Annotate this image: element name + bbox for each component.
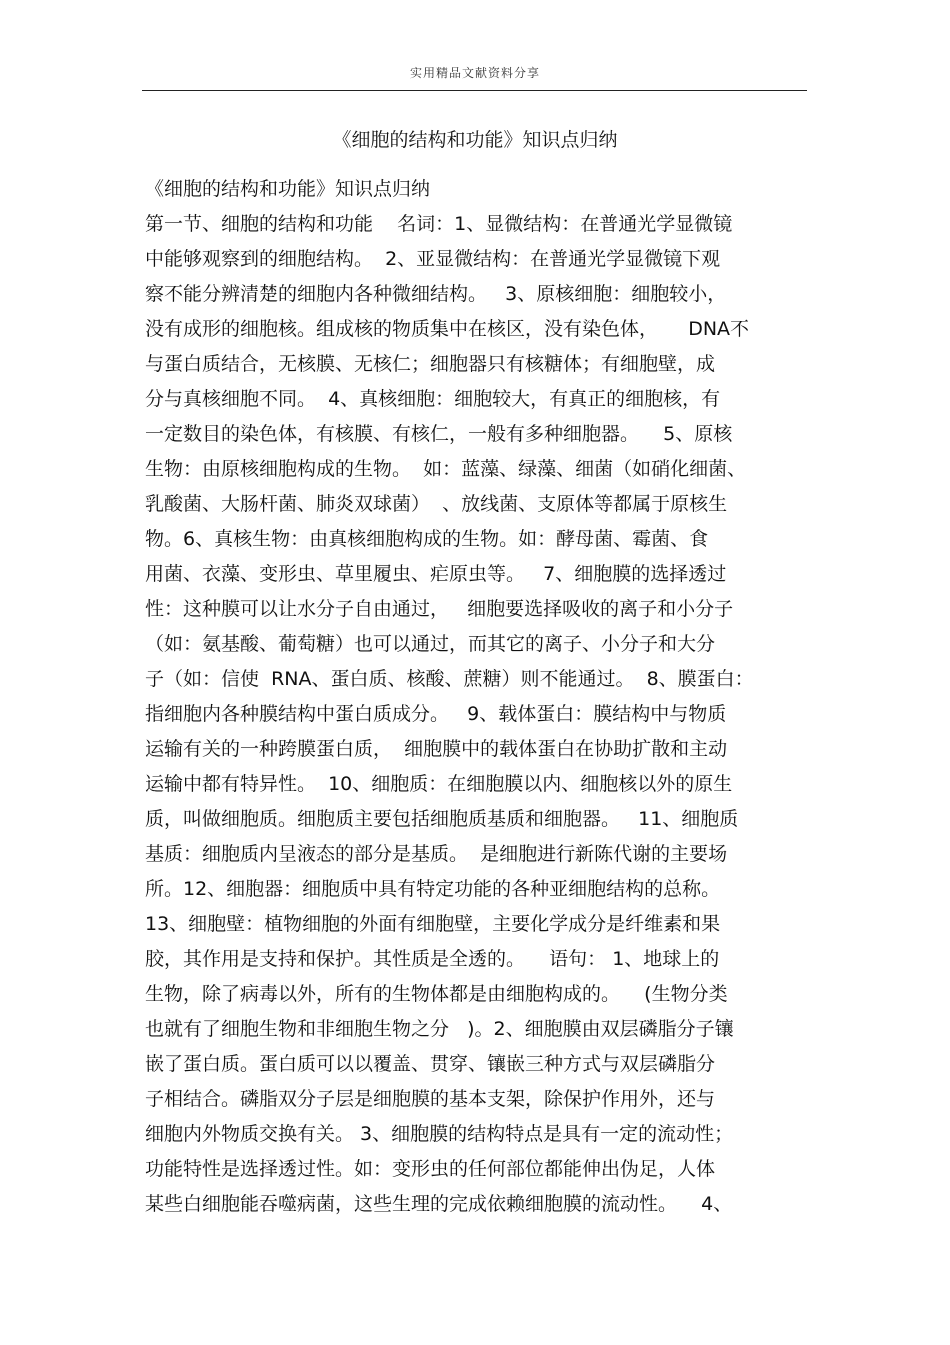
body-text-line: 第一节、细胞的结构和功能 名词：1、显微结构：在普通光学显微镜 [145, 213, 733, 235]
body-text-line: 性：这种膜可以让水分子自由通过， 细胞要选择吸收的离子和小分子 [145, 598, 734, 620]
body-text-line: 察不能分辨清楚的细胞内各种微细结构。 3、原核细胞：细胞较小， [145, 283, 727, 305]
body-text-line: 运输有关的一种跨膜蛋白质， 细胞膜中的载体蛋白在协助扩散和主动 [145, 738, 728, 760]
document-body [145, 172, 815, 1222]
body-text-line: 运输中都有特异性。 10、细胞质：在细胞膜以内、细胞核以外的原生 [145, 773, 733, 795]
body-text-line: 分与真核细胞不同。 4、真核细胞：细胞较大，有真正的细胞核，有 [145, 388, 721, 410]
body-text-line: 功能特性是选择透过性。如：变形虫的任何部位都能伸出伪足，人体 [145, 1158, 716, 1180]
body-text-line: 与蛋白质结合，无核膜、无核仁；细胞器只有核糖体；有细胞壁，成 [145, 353, 716, 375]
body-text-line: 嵌了蛋白质。蛋白质可以以覆盖、贯穿、镶嵌三种方式与双层磷脂分 [145, 1053, 716, 1075]
body-text-line: 某些白细胞能吞噬病菌，这些生理的完成依赖细胞膜的流动性。 4、 [145, 1193, 733, 1215]
body-text-line: 中能够观察到的细胞结构。 2、亚显微结构：在普通光学显微镜下观 [145, 248, 721, 270]
body-text-line: 基质：细胞质内呈液态的部分是基质。 是细胞进行新陈代谢的主要场 [145, 843, 728, 865]
body-text-line: 没有成形的细胞核。组成核的物质集中在核区，没有染色体， DNA不 [145, 318, 750, 340]
page-header: 实用精品文献资料分享 [409, 66, 540, 80]
body-text-line: 用菌、衣藻、变形虫、草里履虫、疟原虫等。 7、细胞膜的选择透过 [145, 563, 727, 585]
body-text-line: （如：氨基酸、葡萄糖）也可以通过，而其它的离子、小分子和大分 [145, 633, 716, 655]
header-divider [142, 90, 807, 91]
body-text-line: 一定数目的染色体，有核膜、有核仁，一般有多种细胞器。 5、原核 [145, 423, 733, 445]
body-text-line: 生物，除了病毒以外，所有的生物体都是由细胞构成的。 (生物分类 [145, 983, 728, 1005]
body-text-line: 胶，其作用是支持和保护。其性质是全透的。 语句： 1、地球上的 [145, 948, 720, 970]
body-text-line: 也就有了细胞生物和非细胞生物之分 )。2、细胞膜由双层磷脂分子镶 [145, 1018, 734, 1040]
body-text-line: 质，叫做细胞质。细胞质主要包括细胞质基质和细胞器。 11、细胞质 [145, 808, 739, 830]
body-text-line: 子相结合。磷脂双分子层是细胞膜的基本支架，除保护作用外，还与 [145, 1088, 716, 1110]
body-text-line: 细胞内外物质交换有关。 3、细胞膜的结构特点是具有一定的流动性； [145, 1123, 734, 1145]
body-text-line: 所。12、细胞器：细胞质中具有特定功能的各种亚细胞结构的总称。 [145, 878, 721, 900]
body-text-line: 乳酸菌、大肠杆菌、肺炎双球菌） 、放线菌、支原体等都属于原核生 [145, 493, 728, 515]
body-text-line: 《细胞的结构和功能》知识点归纳 [145, 178, 431, 200]
body-text-line: 生物：由原核细胞构成的生物。 如：蓝藻、绿藻、细菌（如硝化细菌、 [145, 458, 747, 480]
body-text-line: 13、细胞壁：植物细胞的外面有细胞壁，主要化学成分是纤维素和果 [145, 913, 721, 935]
document-title: 《细胞的结构和功能》知识点归纳 [332, 129, 618, 151]
body-text-line: 指细胞内各种膜结构中蛋白质成分。 9、载体蛋白：膜结构中与物质 [145, 703, 727, 725]
body-text-line: 物。6、真核生物：由真核细胞构成的生物。如：酵母菌、霉菌、食 [145, 528, 709, 550]
body-text-line: 子（如：信使 RNA、蛋白质、核酸、蔗糖）则不能通过。 8、膜蛋白： [145, 668, 754, 690]
